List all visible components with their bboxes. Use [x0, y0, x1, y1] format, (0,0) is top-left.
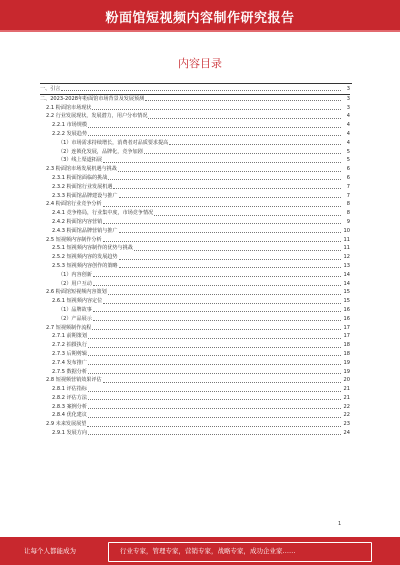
- toc-entry-page: 8: [346, 201, 350, 208]
- toc-entry-page: 9: [346, 218, 350, 225]
- toc-entry-title: 2.4.3 粉面馆品牌营销与推广: [52, 227, 118, 234]
- toc-leader-dots: [93, 311, 341, 312]
- toc-entry-title: 2.7.3 后期剪辑: [52, 350, 87, 357]
- toc-heading: 内容目录: [178, 57, 222, 70]
- toc-entry-title: 2.9.1 发展方向: [52, 430, 87, 437]
- toc-entry[interactable]: [40, 139, 350, 148]
- toc-leader-dots: [61, 90, 341, 91]
- toc-entry-title: 2.5.1 短视频内容制作的优势与挑战: [52, 245, 133, 252]
- toc-entry-title: 一、引言: [40, 86, 61, 92]
- toc-entry[interactable]: [40, 403, 350, 412]
- toc-leader-dots: [108, 179, 341, 180]
- toc-entry-page: 5: [346, 148, 350, 155]
- toc-entry-page: 23: [343, 421, 350, 428]
- toc-leader-dots: [148, 118, 341, 119]
- toc-entry-page: 4: [346, 130, 350, 137]
- toc-leader-dots: [93, 320, 341, 321]
- toc-entry-page: 17: [343, 324, 350, 331]
- toc-entry[interactable]: [40, 253, 350, 262]
- toc-leader-dots: [169, 144, 341, 145]
- toc-entry[interactable]: [40, 368, 350, 377]
- toc-entry-page: 4: [346, 122, 350, 129]
- toc-leader-dots: [88, 399, 341, 400]
- toc-entry-page: 6: [346, 166, 350, 173]
- toc-entry[interactable]: [40, 324, 350, 333]
- toc-entry-page: 3: [346, 86, 350, 92]
- toc-entry-title: 2.3.2 粉面馆行业发展机遇: [52, 183, 113, 190]
- toc-entry-page: 19: [343, 359, 350, 366]
- toc-entry-title: 2.8.1 评估指标: [52, 386, 87, 393]
- toc-leader-dots: [93, 285, 341, 286]
- toc-entry-page: 3: [346, 104, 350, 111]
- toc-entry[interactable]: [40, 183, 350, 192]
- toc-entry-title: 2.8.3 案例分析: [52, 403, 87, 410]
- toc-leader-dots: [92, 329, 341, 330]
- toc-entry-title: 2.6 粉面馆短视频内容策划: [46, 289, 107, 296]
- toc-entry[interactable]: [40, 148, 350, 157]
- toc-entry-page: 13: [343, 262, 350, 269]
- page-number: 1: [338, 521, 342, 527]
- toc-entry[interactable]: [40, 315, 350, 324]
- toc-entry[interactable]: [40, 200, 350, 209]
- toc-entry-page: 5: [346, 157, 350, 164]
- toc-entry-title: 2.5.3 短视频内容创作的策略: [52, 262, 118, 269]
- toc-entry-page: 22: [343, 403, 350, 410]
- toc-entry[interactable]: [40, 271, 350, 280]
- toc-entry-page: 7: [346, 192, 350, 199]
- toc-entry-page: 4: [346, 113, 350, 120]
- toc-entry-page: 8: [346, 210, 350, 217]
- toc-leader-dots: [88, 127, 341, 128]
- toc-entry-page: 14: [343, 280, 350, 287]
- toc-entry-title: （1）市场需求持续增长，消费者对品质要求提高: [58, 139, 169, 146]
- toc-entry-page: 7: [346, 183, 350, 190]
- toc-top-rule: [40, 83, 352, 84]
- toc-entry-title: 2.6.1 短视频内容定位: [52, 298, 103, 305]
- toc-entry-title: 2.4.2 粉面馆内容营销: [52, 218, 103, 225]
- toc-entry-title: 2.3.1 粉面馆面临的挑战: [52, 174, 108, 181]
- table-of-contents: [40, 85, 350, 438]
- toc-entry[interactable]: [40, 95, 350, 104]
- toc-leader-dots: [88, 135, 341, 136]
- toc-leader-dots: [88, 347, 341, 348]
- toc-entry-title: 二、2023-2028年粉面馆市场背景及发展预测: [40, 95, 145, 102]
- toc-leader-dots: [103, 303, 341, 304]
- toc-entry[interactable]: [40, 209, 350, 218]
- toc-leader-dots: [88, 391, 341, 392]
- header-divider: [0, 30, 400, 32]
- toc-entry[interactable]: [40, 244, 350, 253]
- toc-entry[interactable]: [40, 85, 350, 94]
- toc-entry-page: 17: [343, 333, 350, 340]
- toc-leader-dots: [103, 162, 341, 163]
- toc-entry-title: 2.8.2 评估方法: [52, 394, 87, 401]
- toc-entry-page: 24: [343, 430, 350, 437]
- toc-entry-title: 2.2.2 发展趋势: [52, 130, 87, 137]
- toc-entry-title: 2.7.1 前期策划: [52, 333, 87, 340]
- toc-leader-dots: [92, 109, 341, 110]
- toc-entry-page: 12: [343, 254, 350, 261]
- toc-leader-dots: [154, 215, 341, 216]
- toc-entry[interactable]: [40, 280, 350, 289]
- toc-entry-title: （2）连锁化发展，品牌化，竞争加剧: [58, 148, 143, 155]
- toc-entry-title: 2.5.2 短视频内容的发展趋势: [52, 254, 118, 261]
- toc-entry-title: 2.7 短视频制作流程: [46, 324, 92, 331]
- toc-entry-page: 18: [343, 342, 350, 349]
- toc-leader-dots: [88, 373, 341, 374]
- toc-leader-dots: [88, 355, 341, 356]
- footer-tagline: 行业专家，管理专家，营销专家，战略专家，成功企业家……: [120, 547, 296, 555]
- toc-entry-page: 15: [343, 298, 350, 305]
- toc-entry[interactable]: [40, 385, 350, 394]
- footer-bar: [0, 537, 400, 565]
- toc-leader-dots: [119, 259, 341, 260]
- toc-entry[interactable]: [40, 227, 350, 236]
- toc-entry-title: 2.7.5 数据分析: [52, 368, 87, 375]
- header-bar: [0, 0, 400, 30]
- toc-entry-page: 22: [343, 412, 350, 419]
- toc-leader-dots: [119, 267, 341, 268]
- toc-entry-title: 2.2.1 市场规模: [52, 122, 87, 129]
- toc-leader-dots: [118, 171, 341, 172]
- toc-entry[interactable]: [40, 288, 350, 297]
- toc-entry-title: 2.9 未来发展展望: [46, 421, 87, 428]
- toc-leader-dots: [93, 276, 341, 277]
- toc-entry[interactable]: [40, 174, 350, 183]
- toc-leader-dots: [145, 100, 341, 101]
- toc-leader-dots: [103, 223, 341, 224]
- toc-entry-title: 2.8.4 优化建议: [52, 412, 87, 419]
- toc-entry[interactable]: [40, 376, 350, 385]
- toc-entry-title: 2.7.2 拍摄执行: [52, 342, 87, 349]
- toc-entry-page: 16: [343, 315, 350, 322]
- toc-entry-page: 10: [343, 227, 350, 234]
- toc-entry-title: （1）内容创新: [58, 271, 92, 278]
- toc-entry[interactable]: [40, 332, 350, 341]
- toc-entry-page: 6: [346, 174, 350, 181]
- toc-entry-title: 2.4.1 竞争格局，行业集中度，市场竞争情况: [52, 210, 154, 217]
- toc-entry-title: 2.4 粉面馆行业竞争分析: [46, 201, 102, 208]
- toc-entry-page: 20: [343, 377, 350, 384]
- toc-entry[interactable]: [40, 165, 350, 174]
- toc-entry[interactable]: [40, 192, 350, 201]
- toc-leader-dots: [144, 153, 341, 154]
- toc-entry-page: 11: [343, 245, 350, 252]
- toc-entry[interactable]: [40, 297, 350, 306]
- toc-entry-page: 14: [343, 271, 350, 278]
- toc-entry-title: （2）用户互动: [58, 280, 92, 287]
- toc-entry-title: （1）品牌故事: [58, 306, 92, 313]
- toc-leader-dots: [88, 364, 341, 365]
- toc-entry[interactable]: [40, 262, 350, 271]
- toc-entry-page: 15: [343, 289, 350, 296]
- toc-entry[interactable]: [40, 350, 350, 359]
- toc-entry[interactable]: [40, 112, 350, 121]
- toc-leader-dots: [113, 188, 341, 189]
- toc-entry-page: 18: [343, 350, 350, 357]
- toc-entry-title: 2.1 粉面馆市场现状: [46, 104, 92, 111]
- toc-leader-dots: [103, 241, 341, 242]
- toc-entry[interactable]: [40, 359, 350, 368]
- toc-leader-dots: [108, 294, 341, 295]
- toc-entry[interactable]: [40, 394, 350, 403]
- toc-entry[interactable]: [40, 121, 350, 130]
- toc-entry-page: 3: [346, 95, 350, 102]
- toc-entry[interactable]: [40, 429, 350, 438]
- toc-entry-page: 21: [343, 386, 350, 393]
- toc-entry-title: 2.3 粉面馆市场发展机遇与挑战: [46, 166, 117, 173]
- toc-leader-dots: [88, 338, 341, 339]
- toc-entry-page: 21: [343, 394, 350, 401]
- toc-leader-dots: [87, 426, 341, 427]
- toc-entry[interactable]: [40, 236, 350, 245]
- toc-entry-page: 16: [343, 306, 350, 313]
- toc-entry-title: 2.5 短视频内容制作分析: [46, 236, 102, 243]
- toc-entry-title: 2.8 短视频营销效果评估: [46, 377, 102, 384]
- toc-entry[interactable]: [40, 411, 350, 420]
- toc-entry[interactable]: [40, 130, 350, 139]
- toc-entry[interactable]: [40, 341, 350, 350]
- report-title: 粉面馆短视频内容制作研究报告: [105, 11, 295, 26]
- toc-leader-dots: [119, 197, 341, 198]
- toc-entry[interactable]: [40, 156, 350, 165]
- toc-entry-title: 2.3.3 粉面馆品牌建设与推广: [52, 192, 118, 199]
- toc-leader-dots: [88, 408, 341, 409]
- toc-leader-dots: [103, 382, 341, 383]
- toc-entry[interactable]: [40, 420, 350, 429]
- toc-entry-title: （2）产品展示: [58, 315, 92, 322]
- toc-entry-page: 11: [343, 236, 350, 243]
- toc-leader-dots: [134, 250, 341, 251]
- toc-leader-dots: [119, 232, 341, 233]
- toc-entry[interactable]: [40, 104, 350, 113]
- toc-entry-title: 2.2 行业发展现状，发展潜力，用户分布情况: [46, 113, 148, 120]
- toc-entry-title: 2.7.4 发布推广: [52, 359, 87, 366]
- footer-slogan: 让每个人都能成为: [24, 547, 76, 555]
- toc-entry-page: 4: [346, 139, 350, 146]
- toc-entry[interactable]: [40, 218, 350, 227]
- toc-leader-dots: [88, 417, 341, 418]
- toc-entry-title: （3）线上渠道拓展: [58, 157, 102, 164]
- toc-leader-dots: [88, 434, 341, 435]
- toc-entry-page: 19: [343, 368, 350, 375]
- toc-entry[interactable]: [40, 306, 350, 315]
- toc-leader-dots: [103, 206, 341, 207]
